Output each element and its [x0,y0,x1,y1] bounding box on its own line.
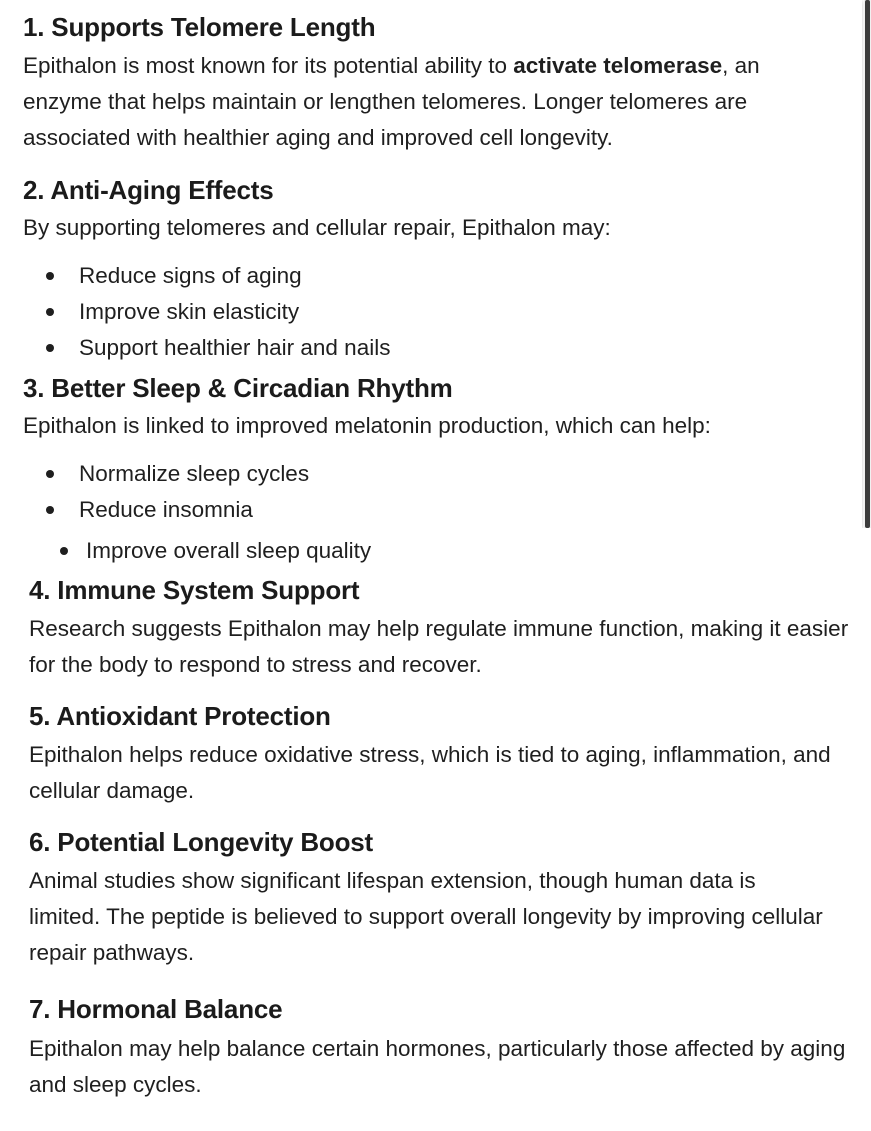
list-item [86,533,371,569]
list-item-text: Improve overall sleep quality [86,538,372,563]
list-item-text: Reduce signs of aging [79,263,302,288]
section-heading-hormonal: 7. Hormonal Balance [29,994,283,1024]
section-heading-telomere: 1. Supports Telomere Length [23,12,376,42]
section-text-longevity: Animal studies show significant lifespan extension, though human data is limited. The peptide is believed to support overall longevity by improving cellular repair pathways. [29,868,823,965]
list-item [79,258,390,294]
section-text-immune: Research suggests Epithalon may help regulate immune function, making it easier for the body to respond to stress and recover. [29,616,849,677]
list-item [79,294,390,330]
top-article-panel [0,0,862,528]
sleep-bullet-list-continued [86,533,371,569]
bullet-dot [46,344,54,352]
bullet-dot [46,470,54,478]
section-intro-anti-aging: By supporting telomeres and cellular repair, Epithalon may: [23,215,611,240]
sleep-bullet-list [79,456,309,528]
text-run: , an enzyme that helps maintain or lengthen telomeres. Longer telomeres are associated with healthier aging and improved cell longevity. [23,53,760,150]
lower-article-content [0,528,871,1131]
list-item-text: Reduce insomnia [79,497,253,522]
bullet-dot [46,272,54,280]
panel-scrollbar[interactable] [864,0,871,528]
list-item [79,456,309,492]
list-item [79,492,309,528]
anti-aging-bullet-list [79,258,390,366]
section-text-antioxidant: Epithalon helps reduce oxidative stress, which is tied to aging, inflammation, and cellular damage. [29,742,831,803]
text-run: Epithalon is most known for its potential ability to [23,53,514,78]
list-item-text: Improve skin elasticity [79,299,300,324]
section-heading-longevity: 6. Potential Longevity Boost [29,827,373,857]
scrollbar-thumb[interactable] [865,0,870,528]
list-item [79,330,390,366]
section-text-hormonal: Epithalon may help balance certain hormones, particularly those affected by aging and sleep cycles. [29,1036,846,1097]
bullet-dot [60,547,68,555]
bullet-dot [46,506,54,514]
bold-text-activate-telomerase: activate telomerase [513,53,723,78]
section-heading-immune: 4. Immune System Support [29,575,360,605]
list-item-text: Normalize sleep cycles [79,461,310,486]
section-intro-sleep: Epithalon is linked to improved melatonin production, which can help: [23,413,711,438]
list-item-text: Support healthier hair and nails [79,335,391,360]
section-heading-anti-aging: 2. Anti-Aging Effects [23,175,274,205]
bullet-dot [46,308,54,316]
section-text-telomere [23,48,823,156]
section-heading-antioxidant: 5. Antioxidant Protection [29,701,331,731]
section-heading-sleep: 3. Better Sleep & Circadian Rhythm [23,373,453,403]
